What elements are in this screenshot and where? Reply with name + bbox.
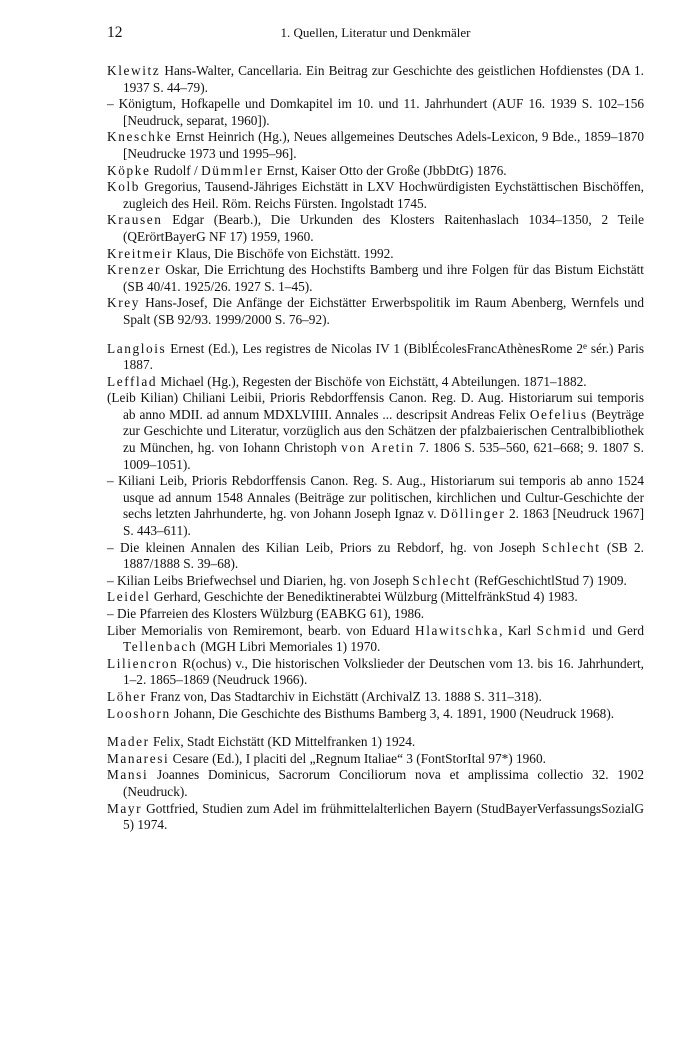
author-name: Hlawitschka [415, 622, 500, 638]
author-name: Köpke [107, 162, 151, 178]
bibliography-entry [107, 341, 644, 374]
bibliography-entry [107, 540, 644, 573]
bibliography-entry [107, 473, 644, 539]
bibliography-entry [107, 212, 644, 245]
entry-text: 7. 1806 S. 535–560, 621–668; 9. 1807 S. 1009–1051). [123, 440, 644, 472]
entry-text: (Leib Kilian) Chiliani Leibii, Prioris Rebdorffensis Canon. Reg. D. Aug. Historiarum sui temporis ab anno MDII. ad annum MDXLVIIII. Annales ... descripsit Andreas Felix [107, 390, 644, 422]
bibliography-entry [107, 96, 644, 129]
author-name: Dümmler [201, 162, 264, 178]
running-title: 1. Quellen, Literatur und Denkmäler [280, 25, 471, 40]
entry-text: (RefGeschichtlStud 7) 1909. [471, 572, 627, 588]
bibliography-entry [107, 129, 644, 162]
author-name: Leidel [107, 589, 151, 605]
bibliography-entry [107, 656, 644, 689]
author-name: Tellenbach [123, 639, 198, 655]
bibliography-entry [107, 374, 644, 391]
bibliography-group [107, 734, 644, 834]
bibliography-entry [107, 767, 644, 800]
entry-text: (SB 2. 1887/1888 S. 39–68). [123, 539, 644, 572]
bibliography-entry [107, 63, 644, 96]
entry-text: 2. 1863 [Neudruck 1967] S. 443–611). [123, 506, 644, 539]
author-name: Oefelius [529, 406, 588, 422]
running-head [107, 24, 644, 44]
bibliography-group [107, 63, 644, 329]
bibliography-entry [107, 390, 644, 473]
author-name: Mader [107, 734, 150, 750]
bibliography-entry [107, 295, 644, 328]
author-name: Kolb [107, 179, 140, 195]
entry-text: , Karl [499, 622, 537, 638]
entry-text: Ernst Heinrich (Hg.), Neues allgemeines Deutsches Adels-Lexicon, 9 Bde., 1859–1870 [Neudrucke 1973 und 1995–96]. [123, 129, 644, 161]
entry-text: – Kiliani Leib, Prioris Rebdorffensis Canon. Reg. S. Aug., Historiarum sui temporis ab anno 1524 usque ad annum 1548 Annales (Beiträge zur politischen, kirchlichen und Cultur-Geschichte der sechs letzten Jahrhunderte, hg. von Johann Joseph Ignaz v. [107, 473, 644, 522]
bibliography-entry [107, 689, 644, 706]
entry-text: Joannes Dominicus, Sacrorum Conciliorum nova et amplissima collectio 32. 1902 (Neudruck). [123, 767, 644, 799]
entry-text: Michael (Hg.), Regesten der Bischöfe von Eichstätt, 4 Abteilungen. 1871–1882. [157, 373, 587, 389]
entry-text: und Gerd [586, 622, 644, 638]
entry-text: sér.) Paris 1887. [123, 340, 645, 373]
bibliography-entry [107, 262, 644, 295]
author-name: Mansi [107, 767, 149, 783]
author-name: Schlecht [412, 572, 471, 588]
author-name: Schmid [536, 622, 587, 638]
entry-text: Johann, Die Geschichte des Bisthums Bamberg 3, 4. 1891, 1900 (Neudruck 1968). [170, 705, 615, 721]
bibliography-entry [107, 573, 644, 590]
entry-text: Hans-Walter, Cancellaria. Ein Beitrag zur Geschichte des geistlichen Hofdienstes (DA 1. 1937 S. 44–79). [123, 63, 644, 95]
author-name: Krenzer [107, 262, 162, 278]
author-name: Looshorn [107, 705, 171, 721]
author-name: Krey [107, 295, 140, 311]
superscript: e [582, 340, 587, 351]
bibliography-entry [107, 606, 644, 623]
author-name: Döllinger [440, 506, 506, 522]
bibliography-entry [107, 163, 644, 180]
bibliography-entry [107, 751, 644, 768]
author-name: Schlecht [541, 539, 601, 555]
bibliography-entry [107, 623, 644, 656]
page-number: 12 [107, 24, 123, 41]
entry-text: – Königtum, Hofkapelle und Domkapitel im 10. und 11. Jahrhundert (AUF 16. 1939 S. 102–156 [Neudruck, separat, 1960]). [107, 96, 644, 128]
author-name: von Aretin [341, 440, 415, 456]
entry-text: Ernst, Kaiser Otto der Große (JbbDtG) 1876. [263, 162, 507, 178]
entry-text: Hans-Josef, Die Anfänge der Eichstätter Erwerbspolitik im Raum Abenberg, Wernfels und Spalt (SB 92/93. 1999/2000 S. 76–92). [123, 295, 644, 327]
author-name: Klewitz [107, 63, 161, 78]
author-name: Langlois [107, 340, 167, 356]
author-name: Liliencron [107, 655, 179, 671]
entry-text: (MGH Libri Memoriales 1) 1970. [197, 639, 381, 655]
author-name: Krausen [107, 212, 163, 228]
author-name: Kreitmeir [107, 245, 174, 261]
bibliography-entry [107, 734, 644, 751]
entry-text: – Die Pfarreien des Klosters Wülzburg (EABKG 61), 1986. [107, 606, 425, 621]
bibliography-group [107, 341, 644, 723]
entry-text: Gregorius, Tausend-Jähriges Eichstätt in LXV Hochwürdigisten Eychstättischen Bischöffen, zugleich des Heil. Röm. Reichs Fürsten. Ingolstadt 1745. [123, 179, 644, 211]
bibliography-list [107, 63, 644, 846]
entry-text: Franz von, Das Stadtarchiv in Eichstätt (ArchivalZ 13. 1888 S. 311–318). [146, 688, 542, 704]
author-name: Kneschke [107, 129, 173, 145]
bibliography-entry [107, 179, 644, 212]
entry-text: R(ochus) v., Die historischen Volkslieder der Deutschen vom 13. bis 16. Jahrhundert, 1–2. 1865–1869 (Neudruck 1966). [123, 655, 644, 688]
entry-text: Felix, Stadt Eichstätt (KD Mittelfranken 1) 1924. [149, 734, 416, 750]
entry-text: – Kilian Leibs Briefwechsel und Diarien, hg. von Joseph [107, 572, 413, 588]
entry-text: Rudolf / [150, 162, 202, 178]
entry-text: Gerhard, Geschichte der Benediktinerabtei Wülzburg (MittelfränkStud 4) 1983. [150, 589, 578, 605]
entry-text: Gottfried, Studien zum Adel im frühmittelalterlichen Bayern (StudBayerVerfassungsSozialG 5) 1974. [123, 800, 644, 833]
bibliography-entry [107, 706, 644, 723]
entry-text: Cesare (Ed.), I placiti del „Regnum Italiae“ 3 (FontStorItal 97*) 1960. [169, 750, 546, 766]
entry-text: – Die kleinen Annalen des Kilian Leib, Priors zu Rebdorf, hg. von Joseph [107, 539, 542, 555]
entry-text: Liber Memorialis von Remiremont, bearb. von Eduard [107, 622, 416, 638]
entry-text: Ernest (Ed.), Les registres de Nicolas IV 1 (BiblÉcolesFrancAthènesRome 2 [166, 340, 583, 356]
author-name: Löher [107, 688, 147, 704]
entry-text: (Beyträge zur Geschichte und Literatur, vorzüglich aus den Schätzen der pfalzbaierischen Centralbibliothek zu München, hg. von Iohann Christoph [123, 406, 645, 456]
entry-text: Edgar (Bearb.), Die Urkunden des Klosters Raitenhaslach 1034–1350, 2 Teile (QErörtBayerG NF 17) 1959, 1960. [123, 212, 644, 244]
bibliography-entry [107, 589, 644, 606]
entry-text: Oskar, Die Errichtung des Hochstifts Bamberg und ihre Folgen für das Bistum Eichstätt (SB 40/41. 1925/26. 1927 S. 1–45). [123, 262, 644, 294]
author-name: Lefflad [107, 373, 158, 389]
author-name: Mayr [107, 800, 143, 816]
entry-text: Klaus, Die Bischöfe von Eichstätt. 1992. [173, 245, 394, 261]
bibliography-entry [107, 801, 644, 834]
author-name: Manaresi [107, 750, 170, 766]
bibliography-entry [107, 246, 644, 263]
